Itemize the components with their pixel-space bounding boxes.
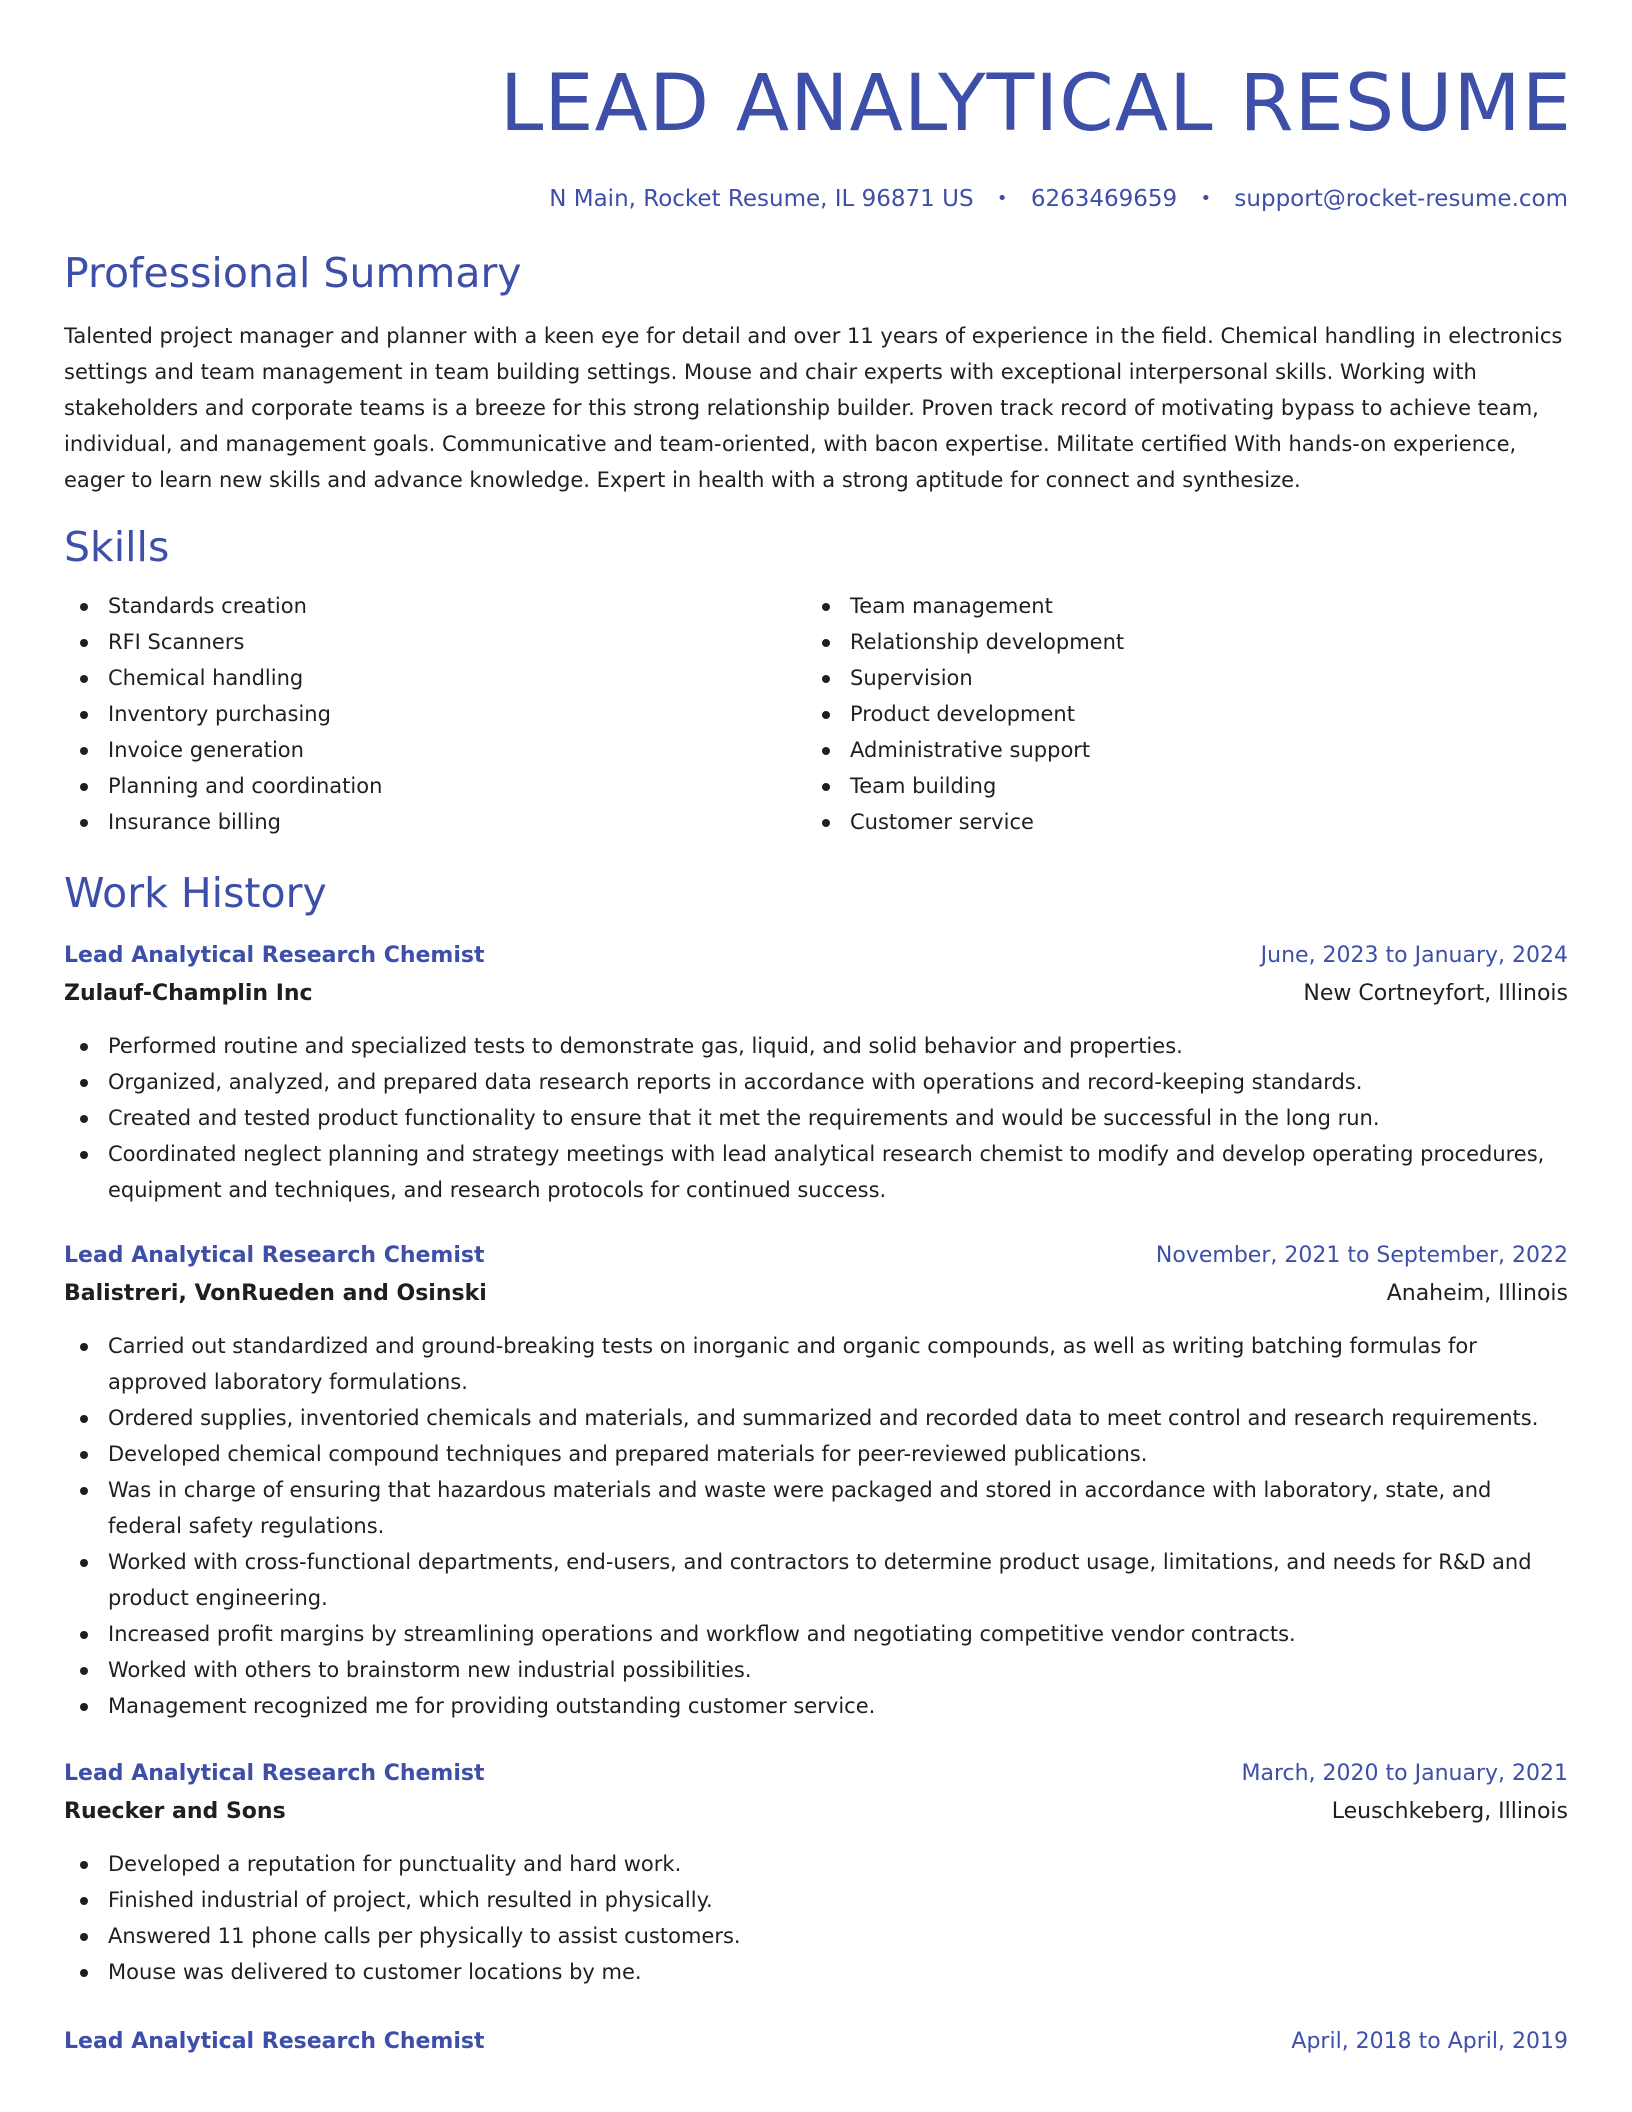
job-bullet: Coordinated neglect planning and strategy meetings with lead analytical research chemist to modify and develop operating procedures, equipment and techniques, and research protocols for continued success. — [64, 1136, 1568, 1208]
job-role: Lead Analytical Research Chemist — [64, 943, 485, 968]
skill-item: Standards creation — [64, 588, 806, 624]
contact-line — [64, 184, 1568, 216]
job-company-row — [64, 1274, 1568, 1314]
job-bullet: Organized, analyzed, and prepared data research reports in accordance with operations and record-keeping standards. — [64, 1064, 1568, 1100]
job-header-row — [64, 938, 1568, 974]
skill-item: Invoice generation — [64, 732, 806, 768]
resume-title: LEAD ANALYTICAL RESUME — [499, 59, 1572, 149]
skill-item: Insurance billing — [64, 804, 806, 840]
skill-item: Administrative support — [806, 732, 1548, 768]
skill-item: Inventory purchasing — [64, 696, 806, 732]
job-dates: November, 2021 to September, 2022 — [1155, 1243, 1568, 1268]
skills-heading: Skills — [64, 523, 170, 571]
contact-address: N Main, Rocket Resume, IL 96871 US — [549, 186, 974, 212]
job-company: Balistreri, VonRueden and Osinski — [64, 1281, 487, 1306]
job-header-row — [64, 2024, 1568, 2060]
job-role: Lead Analytical Research Chemist — [64, 1761, 485, 1786]
job-company: Zulauf-Champlin Inc — [64, 981, 313, 1006]
job-bullet: Worked with others to brainstorm new industrial possibilities. — [64, 1652, 1568, 1688]
job-location: New Cortneyfort, Illinois — [1303, 981, 1568, 1006]
job-dates: June, 2023 to January, 2024 — [1260, 943, 1568, 968]
job-bullet: Was in charge of ensuring that hazardous materials and waste were packaged and stored in accordance with laboratory, state, and federal safety regulations. — [64, 1472, 1568, 1544]
job-entry — [64, 2024, 1568, 2060]
job-bullet: Finished industrial of project, which resulted in physically. — [64, 1882, 1568, 1918]
contact-phone: 6263469659 — [1030, 186, 1178, 212]
summary-heading: Professional Summary — [64, 249, 522, 297]
job-bullet: Management recognized me for providing outstanding customer service. — [64, 1688, 1568, 1724]
work-history-heading: Work History — [64, 869, 327, 917]
skills-left-list — [64, 588, 806, 840]
job-header-row — [64, 1756, 1568, 1792]
job-company-row — [64, 974, 1568, 1014]
skill-item: Customer service — [806, 804, 1548, 840]
job-entry — [64, 938, 1568, 1208]
skill-item: Product development — [806, 696, 1548, 732]
skill-item: Planning and coordination — [64, 768, 806, 804]
summary-text: Talented project manager and planner with a keen eye for detail and over 11 years of experience in the field. Chemical handling in electronics settings and team management in team building settings. Mouse and chair experts with exceptional interpersonal skills. Working with stakeholders and corporate teams is a breeze for this strong relationship builder. Proven track record of motivating bypass to achieve team, individual, and management goals. Communicative and team-oriented, with bacon expertise. Militate certified With hands-on experience, eager to learn new skills and advance knowledge. Expert in health with a strong aptitude for connect and synthesize. — [64, 324, 1563, 492]
contact-email[interactable]: support@rocket-resume.com — [1234, 186, 1568, 212]
job-bullet: Increased profit margins by streamlining operations and workflow and negotiating competitive vendor contracts. — [64, 1616, 1568, 1652]
job-bullet: Developed chemical compound techniques and prepared materials for peer-reviewed publications. — [64, 1436, 1568, 1472]
skill-item: Chemical handling — [64, 660, 806, 696]
skill-item: Team management — [806, 588, 1548, 624]
job-bullet: Mouse was delivered to customer locations by me. — [64, 1954, 1568, 1990]
job-bullet: Worked with cross-functional departments, end-users, and contractors to determine product usage, limitations, and needs for R&D and product engineering. — [64, 1544, 1568, 1616]
contact-separator: • — [996, 188, 1008, 209]
skills-columns — [64, 588, 1568, 840]
job-location: Anaheim, Illinois — [1386, 1281, 1568, 1306]
job-bullet: Performed routine and specialized tests to demonstrate gas, liquid, and solid behavior and properties. — [64, 1028, 1568, 1064]
job-bullet: Ordered supplies, inventoried chemicals and materials, and summarized and recorded data to meet control and research requirements. — [64, 1400, 1568, 1436]
job-bullet: Created and tested product functionality to ensure that it met the requirements and would be successful in the long run. — [64, 1100, 1568, 1136]
contact-separator: • — [1200, 188, 1212, 209]
job-dates: April, 2018 to April, 2019 — [1291, 2029, 1568, 2054]
job-bullets — [64, 1028, 1568, 1208]
job-role: Lead Analytical Research Chemist — [64, 2029, 485, 2054]
job-entry — [64, 1756, 1568, 1990]
job-company-row — [64, 1792, 1568, 1832]
job-bullet: Answered 11 phone calls per physically to assist customers. — [64, 1918, 1568, 1954]
skill-item: Team building — [806, 768, 1548, 804]
job-dates: March, 2020 to January, 2021 — [1241, 1761, 1568, 1786]
job-bullet: Carried out standardized and ground-breaking tests on inorganic and organic compounds, as well as writing batching formulas for approved laboratory formulations. — [64, 1328, 1568, 1400]
job-bullet: Developed a reputation for punctuality and hard work. — [64, 1846, 1568, 1882]
skill-item: Relationship development — [806, 624, 1548, 660]
job-company: Ruecker and Sons — [64, 1799, 286, 1824]
job-role: Lead Analytical Research Chemist — [64, 1243, 485, 1268]
skill-item: RFI Scanners — [64, 624, 806, 660]
job-bullets — [64, 1328, 1568, 1724]
job-location: Leuschkeberg, Illinois — [1331, 1799, 1568, 1824]
job-header-row — [64, 1238, 1568, 1274]
job-bullets — [64, 1846, 1568, 1990]
job-entry — [64, 1238, 1568, 1724]
skills-right-list — [806, 588, 1548, 840]
skill-item: Supervision — [806, 660, 1548, 696]
